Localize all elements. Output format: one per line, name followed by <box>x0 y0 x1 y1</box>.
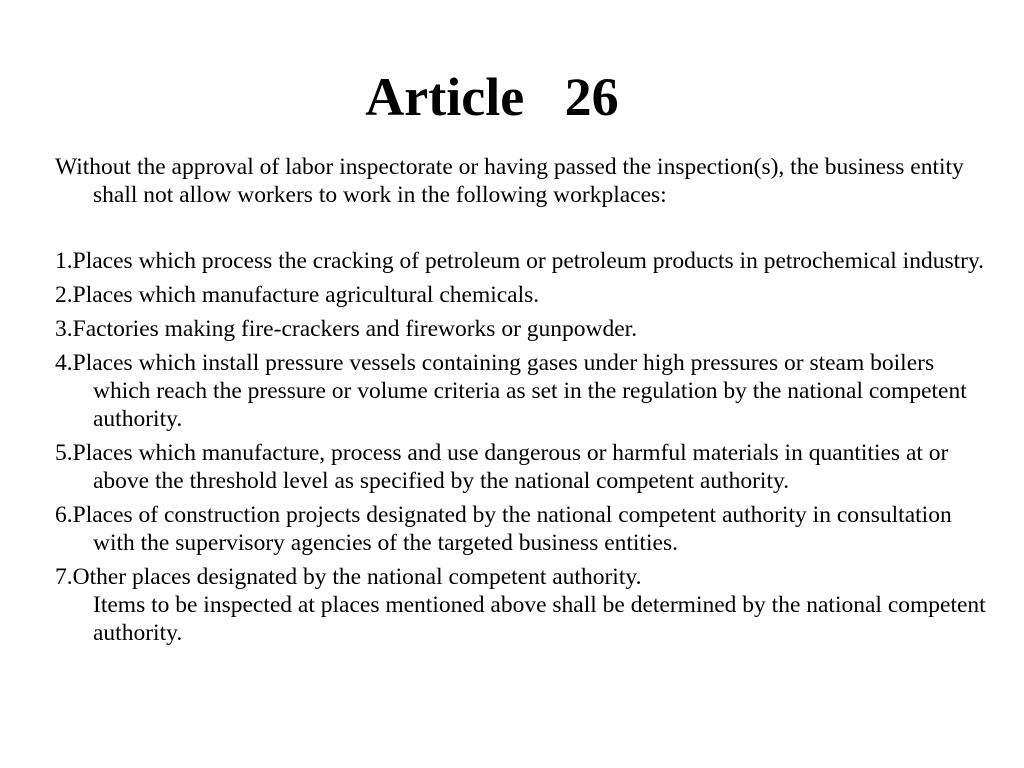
list-item-7-text: 7.Other places designated by the national competent authority. <box>55 564 642 590</box>
list-item-7 <box>55 563 990 647</box>
list-item-4: 4.Places which install pressure vessels containing gases under high pressures or steam boilers which reach the pressure or volume criteria as set in the regulation by the national competent authority. <box>55 350 967 432</box>
list-item-5: 5.Places which manufacture, process and use dangerous or harmful materials in quantities at or above the threshold level as specified by the national competent authority. <box>55 440 949 494</box>
slide-title: Article 26 <box>365 67 619 127</box>
list-item-6: 6.Places of construction projects designated by the national competent authority in consultation with the supervisory agencies of the targeted business entities. <box>55 502 952 556</box>
slide-body <box>55 153 990 653</box>
list-item-3: 3.Factories making fire-crackers and fireworks or gunpowder. <box>55 316 638 342</box>
list-item-1: 1.Places which process the cracking of petroleum or petroleum products in petrochemical industry. <box>55 248 985 274</box>
closing-note: Items to be inspected at places mentioned above shall be determined by the national competent authority. <box>93 592 986 646</box>
intro-paragraph: Without the approval of labor inspectorate or having passed the inspection(s), the business entity shall not allow workers to work in the following workplaces: <box>55 154 964 208</box>
list-item-2: 2.Places which manufacture agricultural chemicals. <box>55 282 540 308</box>
